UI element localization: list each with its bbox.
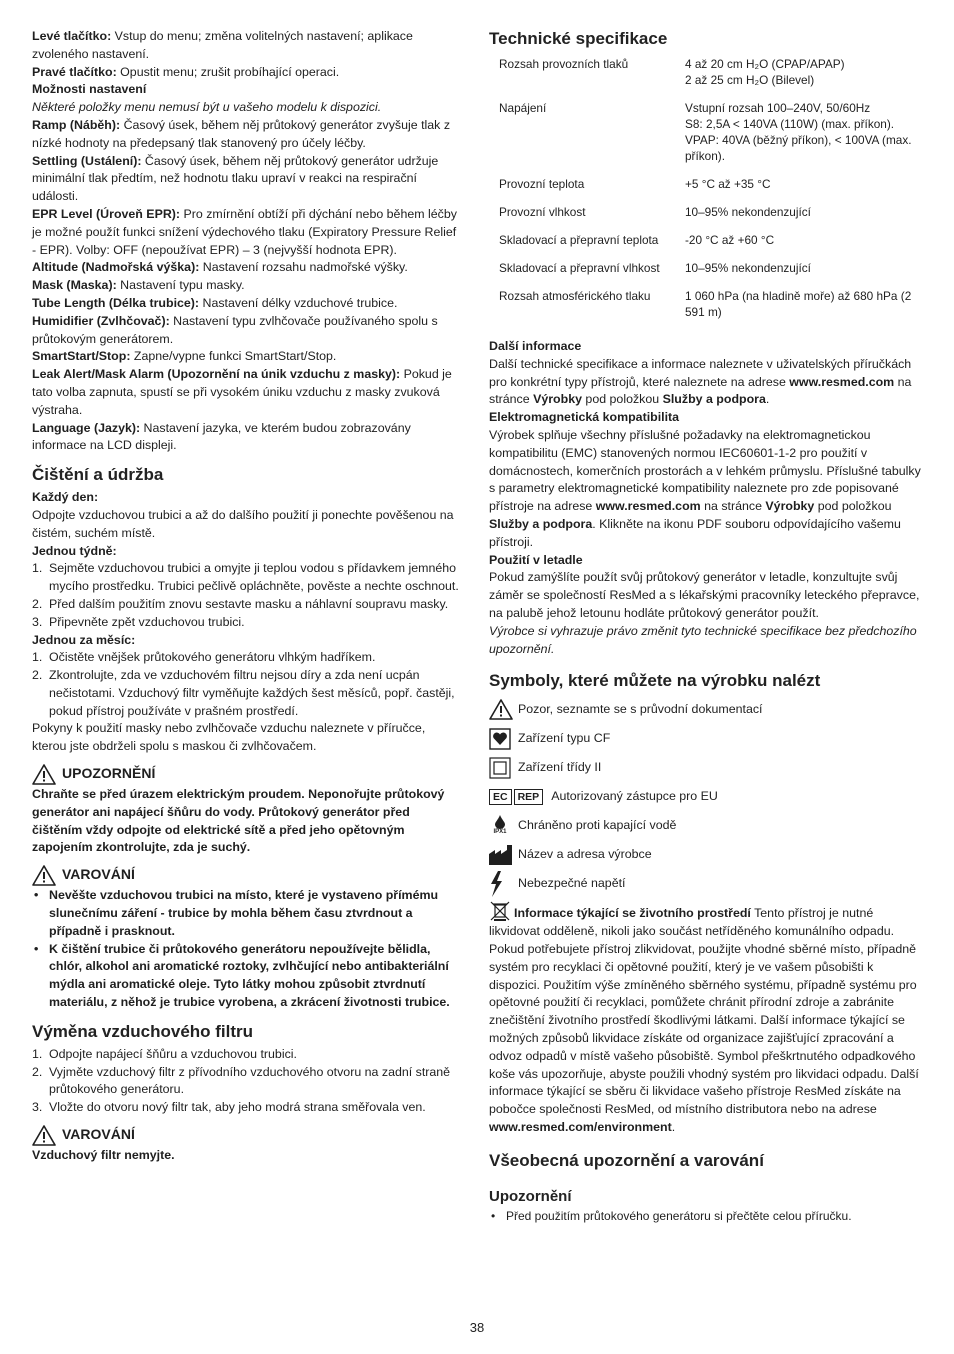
setting-key: EPR Level (Úroveň EPR): [32, 206, 181, 221]
symbol-voltage: Nebezpečné napětí [489, 869, 921, 898]
list-number: 3. [32, 614, 43, 629]
list-number: 2. [32, 1064, 43, 1079]
spec-key: Rozsah atmosférického tlaku [499, 289, 651, 303]
spec-value [675, 204, 921, 232]
spec-line: 10–95% nekondenzující [685, 261, 811, 275]
list-item [32, 1064, 460, 1100]
setting-item [32, 117, 460, 153]
setting-key: Altitude (Nadmořská výška): [32, 260, 200, 275]
list-text: Zkontrolujte, zda ve vzduchovém filtru nejsou díry a zda není ucpán nečistotami. Vzduchový filtr vyměňujte každých šest měsíců, popř. častěji, pokud přístroj používáte v prašném prostředí. [49, 668, 455, 718]
list-text: Očistěte vnějšek průtokového generátoru vlhkým hadříkem. [49, 650, 376, 665]
page-number: 38 [469, 1320, 485, 1335]
symboly-heading: Symboly, které můžete na výrobku nalézt [489, 671, 821, 691]
setting-desc: Zapne/vypne funkci SmartStart/Stop. [130, 349, 337, 364]
vseobecna-heading: Všeobecná upozornění a varování [489, 1150, 764, 1170]
spec-value [675, 260, 921, 288]
bullet-item: • Před použitím průtokového generátoru si přečtěte celou příručku. [489, 1208, 921, 1226]
spec-table [489, 56, 921, 332]
settings-list [32, 117, 460, 455]
moznosti-heading: Možnosti nastavení [32, 82, 147, 97]
warning-icon [489, 699, 513, 720]
setting-desc: Časový úsek, během něj průtokový generátor zvyšuje tlak z nízké hodnoty na předepsaný tlak stanovený pro účely léčby. [32, 117, 451, 150]
moznosti-note: Některé položky menu nemusí být u vašeho modelu k dispozici. [32, 100, 382, 115]
setting-key: Leak Alert/Mask Alarm (Upozornění na únik vzduchu z masky): [32, 367, 401, 382]
spec-row [489, 288, 921, 332]
lightning-icon [489, 871, 503, 897]
varovani-heading: VAROVÁNÍ [32, 863, 460, 887]
spec-key: Rozsah provozních tlaků [499, 57, 629, 71]
setting-item [32, 295, 460, 313]
setting-desc: Nastavení délky vzduchové trubice. [199, 295, 398, 310]
tech-spec-heading: Technické specifikace [489, 29, 668, 48]
setting-desc: Pokud je tato volba zapnuta, spustí se při vysokém úniku vzduchu z masky zvuková výstraha. [32, 367, 452, 417]
setting-item [32, 259, 460, 277]
list-item [32, 649, 460, 667]
spec-key: Skladovací a přepravní vlhkost [499, 261, 660, 275]
setting-desc: Časový úsek, během něj průtokový generátor udržuje minimální tlak předtím, než hodnotu tlaku upraví v reakci na respirační události. [32, 153, 439, 204]
list-item [32, 560, 460, 596]
crossed-bin-icon [489, 900, 511, 922]
left-column [32, 28, 460, 1165]
list-number: 1. [32, 561, 43, 576]
varovani2-text: Vzduchový filtr nemyjte. [32, 1148, 175, 1163]
setting-desc: Nastavení rozsahu nadmořské výšky. [199, 260, 408, 275]
spec-row [489, 176, 921, 204]
kazdy-den-heading: Každý den: [32, 490, 99, 505]
resmed-link[interactable]: www.resmed.com [789, 374, 895, 389]
weekly-list [32, 560, 460, 631]
list-number: 2. [32, 596, 43, 611]
emc-text: Výrobek splňuje všechny příslušné požadavky na elektromagnetickou kompatibilitu (EMC) stanovených normou IEC60601-1-2 pro použití v domácnostech, komerčních prostorách a v lehkém průmyslu. Příslušné tabulky s parametry elektromagnetické kompatibility naleznete pro zde popisované přístroje na adrese www.resmed.com na stránce Výrobky pod položkou Služby a podpora. Klikněte na ikonu PDF souboru odpovídajícího vašemu přístroji. [489, 427, 921, 549]
setting-key: Language (Jazyk): [32, 420, 141, 435]
list-number: 1. [32, 650, 43, 665]
vymena-heading: Výměna vzduchového filtru [32, 1021, 254, 1041]
list-number: 1. [32, 1046, 43, 1061]
varovani2-heading: VAROVÁNÍ [32, 1123, 460, 1147]
spec-line: 10–95% nekondenzující [685, 205, 811, 219]
setting-key: SmartStart/Stop: [32, 349, 131, 364]
letadle-text: Pokud zamýšlíte použít svůj průtokový generátor v letadle, konzultujte svůj záměr se společností ResMed a s lékařskými pracovníky leteckého přepravce, na palubě jehož letounu hodláte průtokový generátor použít. [489, 570, 920, 620]
list-item [32, 596, 460, 614]
setting-desc: Nastavení typu zvlhčovače používaného spolu s průtokovým generátorem. [32, 313, 438, 346]
setting-item [32, 420, 460, 456]
spec-value [675, 288, 921, 332]
spec-row [489, 232, 921, 260]
cisteni-heading: Čištění a údržba [32, 465, 164, 485]
list-item [32, 667, 460, 720]
dalsi-text: Další technické specifikace a informace naleznete v uživatelských příručkách pro konkrétní typy přístrojů, které naleznete na adrese www.resmed.com na stránce Výrobky pod položkou Služby a podpora. [489, 356, 912, 407]
ec-rep-icon: EC REP [489, 789, 543, 805]
setting-key: Mask (Maska): [32, 278, 117, 293]
list-text: Vyjměte vzduchový filtr z přívodního vzduchového otvoru na zadní straně průtokového generátoru. [49, 1064, 451, 1097]
symbol-class2: Zařízení třídy II [489, 753, 921, 782]
right-button-desc: Pravé tlačítko: Opustit menu; zrušit probíhající operaci. [32, 64, 340, 79]
list-text: Sejměte vzduchovou trubici a omyjte ji teplou vodou s přídavkem jemného mycího prostředku. Trubici pečlivě opláchněte, pověste a nechte oschnout. [49, 561, 459, 594]
setting-key: Ramp (Náběh): [32, 117, 121, 132]
spec-key: Napájení [499, 101, 547, 115]
spec-line: 2 až 25 cm H₂O (Bilevel) [685, 73, 815, 87]
list-number: 2. [32, 668, 43, 683]
setting-item [32, 366, 460, 419]
monthly-list [32, 649, 460, 720]
spec-line: 4 až 20 cm H₂O (CPAP/APAP) [685, 57, 845, 71]
upozorneni-heading: UPOZORNĚNÍ [32, 762, 460, 786]
spec-line: +5 °C až +35 °C [685, 177, 771, 191]
spec-line: Vstupní rozsah 100–240V, 50/60Hz [685, 101, 871, 115]
varovani-list [32, 887, 460, 1012]
spec-key: Provozní vlhkost [499, 205, 586, 219]
spec-key: Provozní teplota [499, 177, 585, 191]
list-text: Před dalším použitím znovu sestavte masku a náhlavní soupravu masky. [49, 596, 449, 611]
warning-icon [32, 1125, 56, 1146]
upozorneni-subheading: Upozornění [489, 1187, 572, 1205]
dalsi-heading: Další informace [489, 339, 582, 353]
jednou-mesic-heading: Jednou za měsíc: [32, 632, 136, 647]
square-icon [489, 757, 511, 779]
upozorneni-list [489, 1208, 921, 1226]
spec-key: Skladovací a přepravní teplota [499, 233, 659, 247]
setting-item [32, 277, 460, 295]
setting-key: Settling (Ustálení): [32, 153, 142, 168]
factory-icon [489, 845, 515, 865]
left-button-desc: Levé tlačítko: Vstup do menu; změna volitelných nastavení; aplikace zvoleného nastavení. [32, 29, 413, 61]
spec-row [489, 260, 921, 288]
env-text: Informace týkající se životního prostředí Tento přístroj je nutné likvidovat odděleně, nikoli jako součást netříděného komunálního odpadu. Pokud potřebujete přístroj zlikvidovat, použijte vhodné sběrné místo, případně systém pro recyklaci či opětovné použití, který je ve vašem působišti k dispozici. Použitím výše zmíněného sběrného systému, případně systému pro opětovné použití či recyklaci, pomůžete chránit přírodní zdroje a zabránite znečištění životního prostředí škodlivými látkami. Další informace týkající se možných způsobů likvidace získáte od organizace zajišťující zpracování a odvoz odpadů v místě vašeho působiště. Symbol přeškrtnutého odpadkového koše vás upozorňuje, abyste použili vhodný systém pro likvidaci odpadu. Další informace týkající se sběru či likvidace vašeho přístroje ResMed získáte na pobočce společnosti ResMed, od místního distributora nebo na adrese www.resmed.com/environment. [489, 900, 921, 1136]
spec-value [675, 176, 921, 204]
kazdy-den-text: Odpojte vzduchovou trubici a až do dalšího použití ji ponechte pověšenou na čistém, suchém místě. [32, 507, 454, 540]
spec-value [675, 232, 921, 260]
emc-heading: Elektromagnetická kompatibilita [489, 410, 680, 425]
list-item [32, 614, 460, 632]
spec-line: 1 060 hPa (na hladině moře) až 680 hPa (2 591 m) [685, 289, 912, 319]
list-item [32, 1099, 460, 1117]
setting-item [32, 348, 460, 366]
setting-key: Tube Length (Délka trubice): [32, 295, 200, 310]
list-text: Odpojte napájecí šňůru a vzduchovou trubici. [49, 1046, 297, 1061]
spec-row [489, 204, 921, 232]
jednou-tydne-heading: Jednou týdně: [32, 543, 117, 558]
list-text: Vložte do otvoru nový filtr tak, aby jeho modrá strana směřovala ven. [49, 1100, 426, 1115]
pokyny-text: Pokyny k použití masky nebo zvlhčovače vzduchu naleznete v příručce, kterou jste obdrželi spolu s maskou či zvlhčovačem. [32, 721, 426, 754]
letadle-note: Výrobce si vyhrazuje právo změnit tyto technické specifikace bez předchozího upozornění. [489, 623, 917, 656]
spec-line: -20 °C až +60 °C [685, 233, 775, 247]
list-number: 3. [32, 1100, 43, 1115]
symbol-cf: Zařízení typu CF [489, 724, 921, 753]
upozorneni-text: Chraňte se před úrazem elektrickým proudem. Neponořujte průtokový generátor ani napájecí šňůru do vody. Průtokový generátor před čištěním vždy odpojte od elektrické sítě a před jeho opětovným zapojením zkontrolujte, zda je suchý. [32, 787, 445, 855]
spec-line: S8: 2,5A < 140VA (110W) (max. příkon). [685, 117, 895, 131]
symbol-ecrep: EC REP Autorizovaný zástupce pro EU [489, 782, 921, 811]
spec-line: VPAP: 40VA (běžný příkon), < 100VA (max. příkon). [685, 133, 912, 163]
setting-desc: Nastavení jazyka, ve kterém budou zobrazovány informace na LCD displeji. [32, 420, 411, 453]
spec-row [489, 100, 921, 176]
list-text: Připevněte zpět vzduchovou trubici. [49, 614, 245, 629]
bullet-item: • Nevěšte vzduchovou trubici na místo, které je vystaveno přímému slunečnímu záření - trubice by mohla během času ztvrdnout a případně i prasknout. [32, 887, 460, 940]
filter-steps-list [32, 1046, 460, 1117]
symbol-ipx1: IPX1 Chráněno proti kapající vodě [489, 811, 921, 840]
symbol-caution: Pozor, seznamte se s průvodní dokumentací [489, 695, 921, 724]
right-column [489, 28, 921, 1226]
setting-key: Humidifier (Zvlhčovač): [32, 313, 170, 328]
list-item [32, 1046, 460, 1064]
heart-in-square-icon [489, 728, 511, 750]
spec-row [489, 56, 921, 100]
setting-desc: Pro zmírnění obtíží při dýchání nebo během léčby je možné použít funkci snížení výdechového tlaku (Expiratory Pressure Relief - EPR). Volby: OFF (nepoužívat EPR) – 3 (nejvyšší hodnota EPR). [32, 206, 457, 257]
setting-desc: Nastavení typu masky. [116, 278, 245, 293]
drop-icon [495, 815, 505, 829]
setting-item [32, 313, 460, 349]
warning-icon [32, 865, 56, 886]
symbol-manufacturer: Název a adresa výrobce [489, 840, 921, 869]
bullet-item: • K čištění trubice či průtokového generátoru nepoužívejte bělidla, chlór, alkohol ani aromatické roztoky, zvlhčující nebo antibakteriální mýdla ani aromatické oleje. Tyto látky mohou způsobit ztvrdnutí materiálu, z něhož je trubice vyrobena, a zkrácení životnosti trubice. [32, 941, 460, 1012]
spec-value [675, 56, 921, 100]
setting-item [32, 153, 460, 206]
warning-icon [32, 764, 56, 785]
letadle-heading: Použití v letadle [489, 552, 583, 567]
environment-link[interactable]: www.resmed.com/environment [489, 1119, 672, 1134]
setting-item [32, 206, 460, 259]
resmed-link[interactable]: www.resmed.com [595, 499, 701, 514]
spec-value [675, 100, 921, 176]
